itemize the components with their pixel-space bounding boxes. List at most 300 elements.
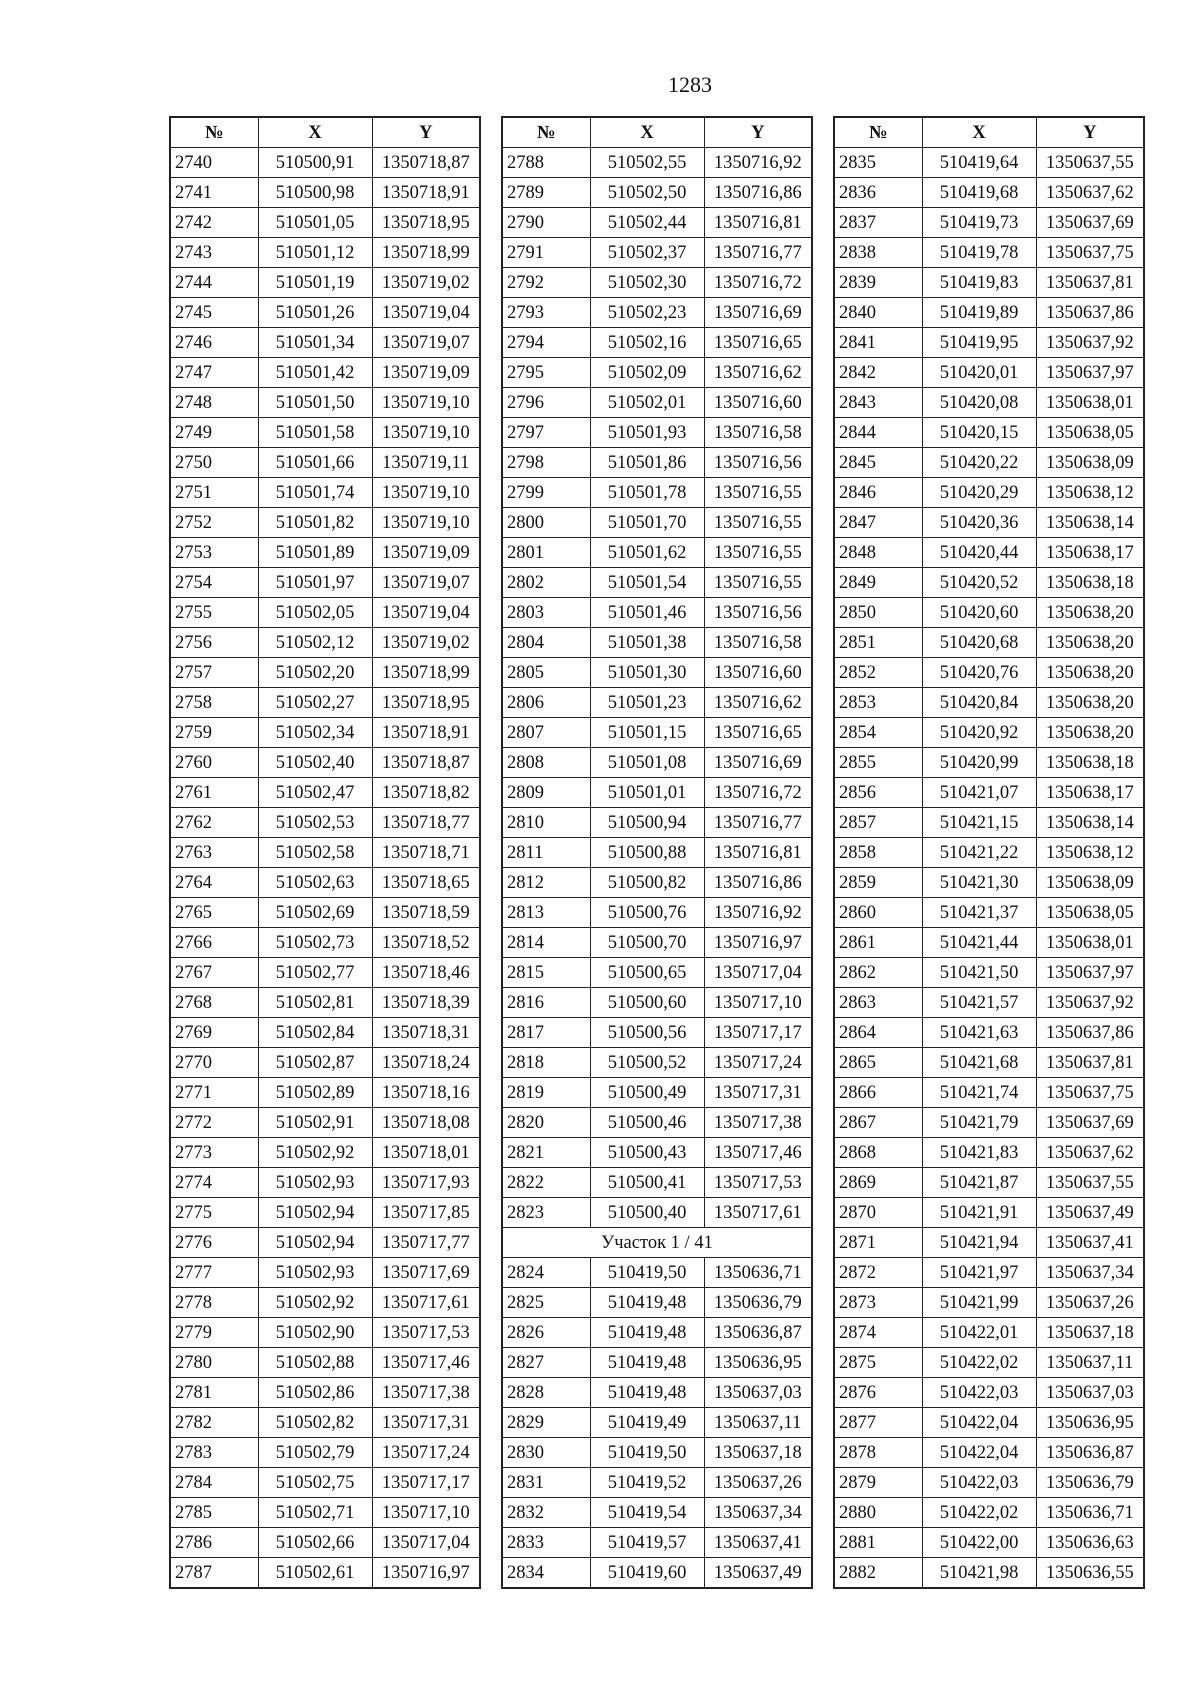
cell-y: 1350717,77 xyxy=(372,1228,480,1258)
header-x: X xyxy=(258,117,372,148)
table-row xyxy=(170,808,480,838)
cell-x: 510420,84 xyxy=(922,688,1036,718)
table-row xyxy=(834,628,1144,658)
table-row xyxy=(834,838,1144,868)
cell-y: 1350717,04 xyxy=(372,1528,480,1558)
cell-y: 1350719,07 xyxy=(372,568,480,598)
cell-number: 2812 xyxy=(502,868,590,898)
cell-number: 2809 xyxy=(502,778,590,808)
cell-y: 1350718,24 xyxy=(372,1048,480,1078)
coordinates-table-1 xyxy=(169,116,481,1589)
cell-number: 2850 xyxy=(834,598,922,628)
cell-x: 510421,94 xyxy=(922,1228,1036,1258)
cell-y: 1350718,65 xyxy=(372,868,480,898)
cell-x: 510501,58 xyxy=(258,418,372,448)
cell-x: 510501,66 xyxy=(258,448,372,478)
cell-y: 1350718,87 xyxy=(372,148,480,178)
header-number: № xyxy=(502,117,590,148)
cell-number: 2773 xyxy=(170,1138,258,1168)
table-row xyxy=(834,1048,1144,1078)
cell-number: 2756 xyxy=(170,628,258,658)
cell-x: 510502,16 xyxy=(590,328,704,358)
cell-number: 2765 xyxy=(170,898,258,928)
table-row xyxy=(834,1468,1144,1498)
cell-y: 1350716,60 xyxy=(704,658,812,688)
table-row xyxy=(170,1048,480,1078)
cell-y: 1350638,14 xyxy=(1036,808,1144,838)
cell-number: 2856 xyxy=(834,778,922,808)
cell-x: 510501,38 xyxy=(590,628,704,658)
cell-number: 2744 xyxy=(170,268,258,298)
cell-x: 510419,48 xyxy=(590,1288,704,1318)
cell-number: 2836 xyxy=(834,178,922,208)
table-row xyxy=(834,538,1144,568)
cell-x: 510501,19 xyxy=(258,268,372,298)
cell-number: 2748 xyxy=(170,388,258,418)
cell-y: 1350638,20 xyxy=(1036,628,1144,658)
cell-number: 2841 xyxy=(834,328,922,358)
cell-y: 1350637,26 xyxy=(704,1468,812,1498)
cell-x: 510419,52 xyxy=(590,1468,704,1498)
cell-x: 510502,55 xyxy=(590,148,704,178)
table-row xyxy=(834,358,1144,388)
cell-number: 2826 xyxy=(502,1318,590,1348)
cell-x: 510419,68 xyxy=(922,178,1036,208)
table-row xyxy=(502,268,812,298)
cell-y: 1350716,58 xyxy=(704,628,812,658)
table-header-row xyxy=(502,117,812,148)
cell-x: 510422,04 xyxy=(922,1438,1036,1468)
table-row xyxy=(170,628,480,658)
table-row xyxy=(502,448,812,478)
cell-x: 510419,48 xyxy=(590,1318,704,1348)
table-row xyxy=(834,748,1144,778)
cell-y: 1350716,72 xyxy=(704,778,812,808)
cell-x: 510421,74 xyxy=(922,1078,1036,1108)
cell-y: 1350636,63 xyxy=(1036,1528,1144,1558)
cell-y: 1350719,10 xyxy=(372,418,480,448)
cell-x: 510501,46 xyxy=(590,598,704,628)
cell-y: 1350637,75 xyxy=(1036,238,1144,268)
header-x: X xyxy=(590,117,704,148)
cell-y: 1350718,46 xyxy=(372,958,480,988)
cell-x: 510421,97 xyxy=(922,1258,1036,1288)
table-row xyxy=(834,1498,1144,1528)
table-row xyxy=(502,478,812,508)
cell-number: 2777 xyxy=(170,1258,258,1288)
table-row xyxy=(170,1558,480,1589)
table-row xyxy=(170,598,480,628)
cell-x: 510500,88 xyxy=(590,838,704,868)
cell-x: 510501,70 xyxy=(590,508,704,538)
cell-x: 510502,27 xyxy=(258,688,372,718)
table-row xyxy=(502,1348,812,1378)
table-row xyxy=(170,358,480,388)
cell-number: 2864 xyxy=(834,1018,922,1048)
cell-number: 2858 xyxy=(834,838,922,868)
cell-number: 2869 xyxy=(834,1168,922,1198)
cell-x: 510421,63 xyxy=(922,1018,1036,1048)
table-row xyxy=(502,418,812,448)
cell-y: 1350638,17 xyxy=(1036,778,1144,808)
cell-x: 510421,68 xyxy=(922,1048,1036,1078)
cell-y: 1350716,65 xyxy=(704,328,812,358)
table-row xyxy=(502,1048,812,1078)
table-row xyxy=(170,448,480,478)
cell-number: 2767 xyxy=(170,958,258,988)
cell-number: 2865 xyxy=(834,1048,922,1078)
cell-x: 510421,15 xyxy=(922,808,1036,838)
table-row xyxy=(834,928,1144,958)
table-row xyxy=(170,1018,480,1048)
table-row xyxy=(502,1408,812,1438)
cell-number: 2829 xyxy=(502,1408,590,1438)
cell-number: 2804 xyxy=(502,628,590,658)
cell-x: 510502,30 xyxy=(590,268,704,298)
table-row xyxy=(170,328,480,358)
cell-number: 2870 xyxy=(834,1198,922,1228)
table-row xyxy=(502,1498,812,1528)
cell-x: 510502,34 xyxy=(258,718,372,748)
cell-number: 2795 xyxy=(502,358,590,388)
cell-y: 1350637,11 xyxy=(704,1408,812,1438)
cell-x: 510502,63 xyxy=(258,868,372,898)
cell-number: 2801 xyxy=(502,538,590,568)
table-row xyxy=(502,358,812,388)
cell-x: 510501,50 xyxy=(258,388,372,418)
table-row xyxy=(834,148,1144,178)
table-row xyxy=(502,688,812,718)
cell-x: 510422,03 xyxy=(922,1468,1036,1498)
table-row xyxy=(502,1258,812,1288)
cell-x: 510502,75 xyxy=(258,1468,372,1498)
cell-x: 510419,64 xyxy=(922,148,1036,178)
cell-y: 1350716,65 xyxy=(704,718,812,748)
cell-number: 2772 xyxy=(170,1108,258,1138)
cell-number: 2774 xyxy=(170,1168,258,1198)
cell-x: 510420,36 xyxy=(922,508,1036,538)
cell-number: 2776 xyxy=(170,1228,258,1258)
cell-number: 2832 xyxy=(502,1498,590,1528)
table-row xyxy=(170,748,480,778)
cell-x: 510502,92 xyxy=(258,1288,372,1318)
section-row xyxy=(502,1228,812,1258)
table-row xyxy=(170,1198,480,1228)
cell-number: 2871 xyxy=(834,1228,922,1258)
cell-number: 2835 xyxy=(834,148,922,178)
cell-x: 510502,91 xyxy=(258,1108,372,1138)
cell-y: 1350637,92 xyxy=(1036,328,1144,358)
cell-y: 1350716,55 xyxy=(704,478,812,508)
cell-x: 510419,73 xyxy=(922,208,1036,238)
cell-x: 510419,60 xyxy=(590,1558,704,1589)
cell-number: 2882 xyxy=(834,1558,922,1589)
cell-y: 1350718,01 xyxy=(372,1138,480,1168)
cell-number: 2789 xyxy=(502,178,590,208)
cell-number: 2781 xyxy=(170,1378,258,1408)
cell-number: 2872 xyxy=(834,1258,922,1288)
cell-y: 1350637,34 xyxy=(1036,1258,1144,1288)
cell-y: 1350717,38 xyxy=(372,1378,480,1408)
cell-y: 1350637,03 xyxy=(1036,1378,1144,1408)
cell-y: 1350717,69 xyxy=(372,1258,480,1288)
cell-x: 510419,83 xyxy=(922,268,1036,298)
cell-number: 2752 xyxy=(170,508,258,538)
cell-y: 1350718,99 xyxy=(372,238,480,268)
cell-y: 1350716,92 xyxy=(704,898,812,928)
cell-number: 2842 xyxy=(834,358,922,388)
cell-number: 2823 xyxy=(502,1198,590,1228)
table-row xyxy=(170,1258,480,1288)
table-row xyxy=(170,868,480,898)
cell-number: 2779 xyxy=(170,1318,258,1348)
cell-number: 2742 xyxy=(170,208,258,238)
cell-number: 2792 xyxy=(502,268,590,298)
table-row xyxy=(170,418,480,448)
cell-number: 2749 xyxy=(170,418,258,448)
table-row xyxy=(170,1438,480,1468)
cell-number: 2866 xyxy=(834,1078,922,1108)
cell-number: 2771 xyxy=(170,1078,258,1108)
table-row xyxy=(834,898,1144,928)
cell-x: 510501,08 xyxy=(590,748,704,778)
table-row xyxy=(834,328,1144,358)
table-row xyxy=(834,1528,1144,1558)
cell-y: 1350719,09 xyxy=(372,358,480,388)
cell-x: 510501,30 xyxy=(590,658,704,688)
cell-number: 2868 xyxy=(834,1138,922,1168)
cell-y: 1350638,09 xyxy=(1036,868,1144,898)
cell-y: 1350719,10 xyxy=(372,478,480,508)
cell-x: 510500,52 xyxy=(590,1048,704,1078)
cell-number: 2825 xyxy=(502,1288,590,1318)
cell-x: 510502,93 xyxy=(258,1258,372,1288)
cell-y: 1350638,12 xyxy=(1036,838,1144,868)
table-row xyxy=(170,388,480,418)
table-row xyxy=(502,958,812,988)
cell-x: 510421,22 xyxy=(922,838,1036,868)
table-row xyxy=(834,1558,1144,1589)
cell-y: 1350716,62 xyxy=(704,358,812,388)
table-row xyxy=(170,148,480,178)
table-row xyxy=(502,1558,812,1589)
table-row xyxy=(502,298,812,328)
cell-number: 2760 xyxy=(170,748,258,778)
table-row xyxy=(502,598,812,628)
cell-x: 510421,87 xyxy=(922,1168,1036,1198)
cell-number: 2753 xyxy=(170,538,258,568)
cell-number: 2820 xyxy=(502,1108,590,1138)
table-row xyxy=(834,1168,1144,1198)
cell-number: 2822 xyxy=(502,1168,590,1198)
table-row xyxy=(502,1528,812,1558)
table-row xyxy=(834,1438,1144,1468)
table-row xyxy=(502,1468,812,1498)
cell-x: 510420,60 xyxy=(922,598,1036,628)
table-row xyxy=(170,928,480,958)
cell-y: 1350637,69 xyxy=(1036,208,1144,238)
cell-x: 510420,92 xyxy=(922,718,1036,748)
cell-number: 2769 xyxy=(170,1018,258,1048)
coordinates-table-2 xyxy=(501,116,813,1589)
cell-x: 510420,99 xyxy=(922,748,1036,778)
table-row xyxy=(170,1348,480,1378)
cell-x: 510421,79 xyxy=(922,1108,1036,1138)
cell-x: 510420,76 xyxy=(922,658,1036,688)
cell-y: 1350638,12 xyxy=(1036,478,1144,508)
cell-y: 1350638,20 xyxy=(1036,598,1144,628)
cell-y: 1350716,92 xyxy=(704,148,812,178)
table-row xyxy=(170,958,480,988)
cell-number: 2743 xyxy=(170,238,258,268)
cell-number: 2750 xyxy=(170,448,258,478)
cell-y: 1350717,46 xyxy=(704,1138,812,1168)
cell-number: 2819 xyxy=(502,1078,590,1108)
cell-number: 2849 xyxy=(834,568,922,598)
cell-y: 1350719,10 xyxy=(372,508,480,538)
header-x: X xyxy=(922,117,1036,148)
cell-x: 510502,40 xyxy=(258,748,372,778)
cell-number: 2840 xyxy=(834,298,922,328)
cell-number: 2876 xyxy=(834,1378,922,1408)
table-row xyxy=(834,958,1144,988)
cell-y: 1350637,26 xyxy=(1036,1288,1144,1318)
cell-x: 510422,03 xyxy=(922,1378,1036,1408)
cell-number: 2834 xyxy=(502,1558,590,1589)
cell-number: 2770 xyxy=(170,1048,258,1078)
cell-y: 1350716,55 xyxy=(704,568,812,598)
cell-x: 510502,94 xyxy=(258,1228,372,1258)
cell-y: 1350637,62 xyxy=(1036,1138,1144,1168)
cell-y: 1350717,24 xyxy=(704,1048,812,1078)
cell-number: 2853 xyxy=(834,688,922,718)
cell-y: 1350717,61 xyxy=(704,1198,812,1228)
table-row xyxy=(502,1108,812,1138)
cell-number: 2745 xyxy=(170,298,258,328)
table-row xyxy=(834,718,1144,748)
cell-y: 1350636,79 xyxy=(1036,1468,1144,1498)
cell-number: 2827 xyxy=(502,1348,590,1378)
cell-y: 1350718,87 xyxy=(372,748,480,778)
cell-y: 1350716,55 xyxy=(704,508,812,538)
cell-x: 510501,01 xyxy=(590,778,704,808)
table-row xyxy=(170,268,480,298)
cell-y: 1350716,77 xyxy=(704,808,812,838)
cell-x: 510501,82 xyxy=(258,508,372,538)
table-row xyxy=(502,1378,812,1408)
table-row xyxy=(834,1228,1144,1258)
cell-y: 1350717,53 xyxy=(704,1168,812,1198)
cell-y: 1350716,86 xyxy=(704,868,812,898)
table-row xyxy=(502,808,812,838)
table-row xyxy=(170,658,480,688)
cell-number: 2784 xyxy=(170,1468,258,1498)
cell-number: 2806 xyxy=(502,688,590,718)
cell-y: 1350718,95 xyxy=(372,688,480,718)
cell-x: 510502,05 xyxy=(258,598,372,628)
cell-x: 510500,76 xyxy=(590,898,704,928)
table-row xyxy=(834,388,1144,418)
cell-y: 1350637,55 xyxy=(1036,148,1144,178)
cell-number: 2805 xyxy=(502,658,590,688)
cell-x: 510421,07 xyxy=(922,778,1036,808)
cell-y: 1350717,93 xyxy=(372,1168,480,1198)
cell-x: 510500,60 xyxy=(590,988,704,1018)
cell-y: 1350637,41 xyxy=(704,1528,812,1558)
cell-y: 1350637,81 xyxy=(1036,268,1144,298)
cell-x: 510500,82 xyxy=(590,868,704,898)
cell-y: 1350717,85 xyxy=(372,1198,480,1228)
cell-y: 1350717,17 xyxy=(372,1468,480,1498)
cell-x: 510422,02 xyxy=(922,1348,1036,1378)
cell-number: 2873 xyxy=(834,1288,922,1318)
cell-x: 510420,15 xyxy=(922,418,1036,448)
cell-x: 510421,44 xyxy=(922,928,1036,958)
cell-number: 2757 xyxy=(170,658,258,688)
cell-number: 2867 xyxy=(834,1108,922,1138)
cell-y: 1350716,81 xyxy=(704,838,812,868)
cell-x: 510501,12 xyxy=(258,238,372,268)
cell-y: 1350636,87 xyxy=(704,1318,812,1348)
cell-y: 1350716,72 xyxy=(704,268,812,298)
table-row xyxy=(502,388,812,418)
cell-y: 1350638,17 xyxy=(1036,538,1144,568)
cell-x: 510421,50 xyxy=(922,958,1036,988)
table-row xyxy=(834,238,1144,268)
cell-number: 2855 xyxy=(834,748,922,778)
cell-x: 510421,98 xyxy=(922,1558,1036,1589)
cell-number: 2755 xyxy=(170,598,258,628)
cell-y: 1350716,60 xyxy=(704,388,812,418)
table-row xyxy=(502,628,812,658)
cell-y: 1350636,95 xyxy=(1036,1408,1144,1438)
cell-number: 2817 xyxy=(502,1018,590,1048)
cell-y: 1350717,53 xyxy=(372,1318,480,1348)
table-row xyxy=(170,1468,480,1498)
cell-number: 2859 xyxy=(834,868,922,898)
cell-y: 1350638,18 xyxy=(1036,748,1144,778)
cell-number: 2778 xyxy=(170,1288,258,1318)
table-row xyxy=(502,1018,812,1048)
table-row xyxy=(170,778,480,808)
cell-number: 2794 xyxy=(502,328,590,358)
cell-number: 2815 xyxy=(502,958,590,988)
cell-x: 510501,74 xyxy=(258,478,372,508)
cell-y: 1350638,20 xyxy=(1036,718,1144,748)
table-row xyxy=(834,208,1144,238)
cell-number: 2808 xyxy=(502,748,590,778)
cell-number: 2837 xyxy=(834,208,922,238)
cell-number: 2741 xyxy=(170,178,258,208)
cell-x: 510419,48 xyxy=(590,1378,704,1408)
cell-x: 510502,88 xyxy=(258,1348,372,1378)
table-row xyxy=(170,1168,480,1198)
cell-number: 2879 xyxy=(834,1468,922,1498)
cell-number: 2786 xyxy=(170,1528,258,1558)
cell-number: 2878 xyxy=(834,1438,922,1468)
cell-x: 510422,04 xyxy=(922,1408,1036,1438)
table-row xyxy=(170,1108,480,1138)
cell-x: 510501,89 xyxy=(258,538,372,568)
cell-number: 2798 xyxy=(502,448,590,478)
cell-number: 2880 xyxy=(834,1498,922,1528)
cell-number: 2881 xyxy=(834,1528,922,1558)
cell-y: 1350718,95 xyxy=(372,208,480,238)
cell-number: 2852 xyxy=(834,658,922,688)
table-row xyxy=(170,988,480,1018)
cell-x: 510500,43 xyxy=(590,1138,704,1168)
cell-x: 510420,52 xyxy=(922,568,1036,598)
